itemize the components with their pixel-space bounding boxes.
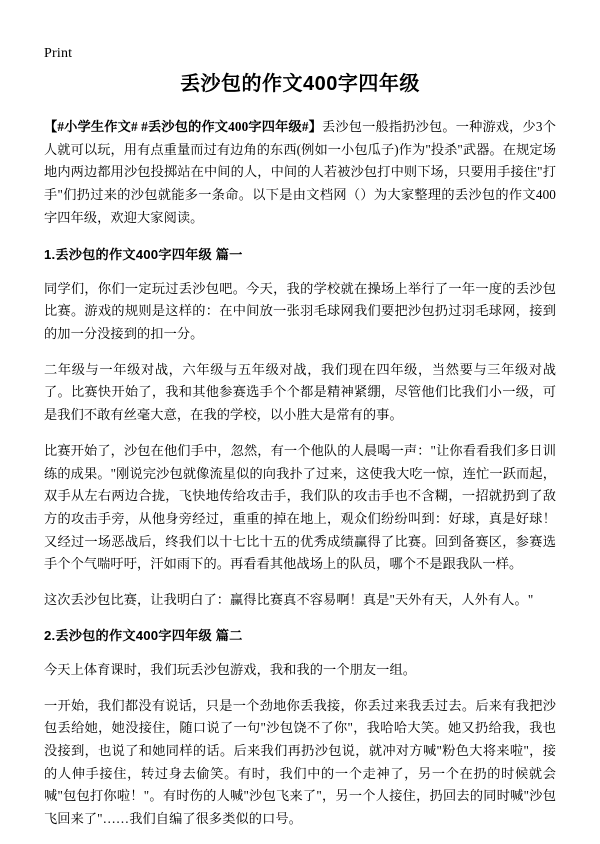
print-button[interactable]: Print [44,46,73,61]
page-title: 丢沙包的作文400字四年级 [180,73,420,95]
section-1-paragraph-1: 同学们，你们一定玩过丢沙包吧。今天，我的学校就在操场上举行了一年一度的丢沙包比赛。游戏的规则是这样的：在中间放一张羽毛球网我们要把沙包扔过羽毛球网，接到的加一分没接到的扣一分。 [44,280,556,342]
section-1-paragraph-2: 二年级与一年级对战，六年级与五年级对战，我们现在四年级，当然要与三年级对战了。比赛快开始了，我和其他参赛选手个个都是精神紧绷，尽管他们比我们小一级，可是我们不敢有丝毫大意，在我的学校，以小胜大是常有的事。 [44,361,556,423]
section-2-paragraph-1: 今天上体育课时，我们玩丢沙包游戏，我和我的一个朋友一组。 [44,661,417,677]
section-1-paragraph-3: 比赛开始了，沙包在他们手中，忽然，有一个他队的人晨喝一声："让你看看我们多日训练的成果。"刚说完沙包就像流星似的向我扑了过来，这使我大吃一惊，连忙一跃而起，双手从左右两边合拢，飞快地传给攻击手，我们队的攻击手也不含糊，一招就扔到了敌方的攻击手旁，从他身旁经过，重重的掉在地上，观众们纷纷叫到：好球，真是好球！又经过一场恶战后，终我们以十七比十五的优秀成绩赢得了比赛。回到备赛区，参赛选手个个气喘吁吁，汗如雨下的。再看看其他战场上的队员，哪个不是跟我队一样。 [44,442,556,572]
section-1-paragraph-4: 这次丢沙包比赛，让我明白了：赢得比赛真不容易啊！真是"天外有天，人外有人。" [44,592,534,608]
document-content [44,70,556,844]
intro-paragraph [44,116,556,230]
section-heading-1: 1.丢沙包的作文400字四年级 篇一 [44,246,243,262]
intro-body: 丢沙包一般指扔沙包。一种游戏，少3个人就可以玩，用有点重量而过有边角的东西(例如一小包瓜子)作为"投杀"武器。在规定场地内两边都用沙包投掷站在中间的人，中间的人若被沙包打中则下场，只要用手接住"打手"们扔过来的沙包就能多一条命。以下是由文档网（）为大家整理的丢沙包的作文400字四年级，欢迎大家阅读。 [44,119,556,225]
section-2-paragraph-2: 一开始，我们都没有说话，只是一个劲地你丢我接，你丢过来我丢过去。后来有我把沙包丢给她，她没接住，随口说了一句"沙包饶不了你"，我哈哈大笑。她又扔给我，我也没接到，也说了和她同样的话。后来我们再扔沙包说，就冲对方喊"粉色大将来啦"，接的人伸手接住，转过身去偷笑。有时，我们中的一个走神了，另一个在扔的时候就会喊"包包打你啦！"。有时伤的人喊"沙包飞来了"，另一个人接住，扔回去的同时喊"沙包飞回来了"……我们自编了很多类似的口号。 [44,697,556,827]
section-heading-2: 2.丢沙包的作文400字四年级 篇二 [44,627,243,643]
intro-bold-lead: 【#小学生作文# #丢沙包的作文400字四年级#】 [44,119,322,134]
